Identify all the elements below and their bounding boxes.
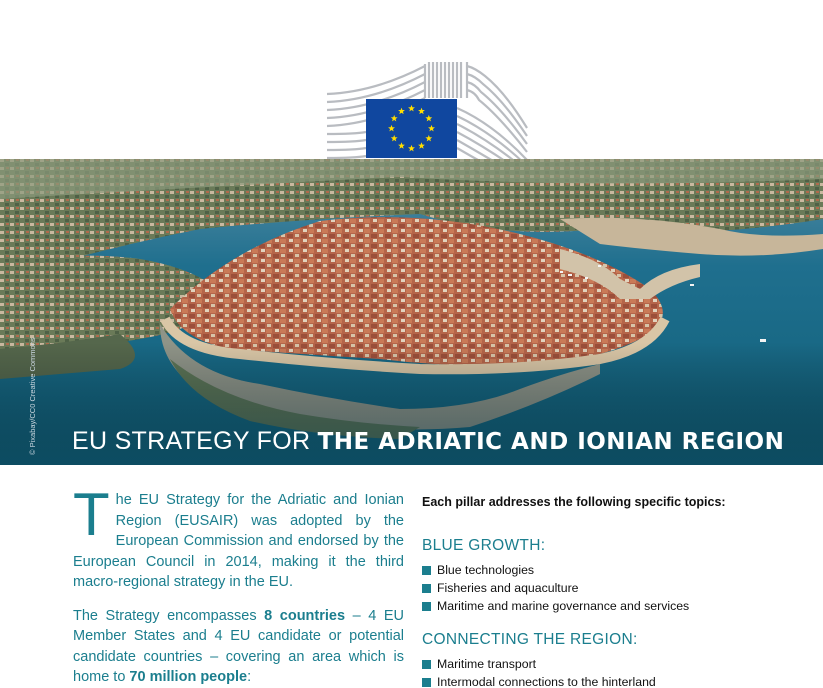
list-item — [422, 655, 802, 673]
p2-text-a: The Strategy encompasses — [73, 607, 265, 624]
list-item — [422, 597, 802, 615]
countries-count: 8 countries — [264, 607, 346, 624]
drop-cap: T — [73, 481, 110, 548]
list-item — [422, 673, 802, 688]
star-icon — [388, 125, 395, 132]
star-icon — [418, 108, 425, 115]
population-count: 70 million people — [129, 669, 248, 685]
topics-column — [422, 490, 802, 688]
star-icon — [408, 145, 415, 152]
topic-list-connecting — [422, 655, 802, 688]
eu-flag — [366, 99, 457, 158]
hero-photo — [0, 159, 823, 465]
eu-stars-icon — [366, 99, 457, 158]
intro-paragraph-1 — [73, 481, 404, 593]
section-title-blue-growth: BLUE GROWTH: — [422, 537, 546, 554]
star-icon — [425, 115, 432, 122]
star-icon — [418, 142, 425, 149]
square-bullet-icon — [422, 584, 431, 593]
section-title-connecting: CONNECTING THE REGION: — [422, 631, 638, 648]
topic-list-blue-growth — [422, 561, 802, 615]
square-bullet-icon — [422, 602, 431, 611]
square-bullet-icon — [422, 678, 431, 687]
star-icon — [425, 135, 432, 142]
star-icon — [398, 142, 405, 149]
list-item-text: Intermodal connections to the hinterland — [437, 675, 656, 688]
star-icon — [428, 125, 435, 132]
square-bullet-icon — [422, 566, 431, 575]
star-icon — [391, 115, 398, 122]
topics-intro: Each pillar addresses the following specific topics: — [422, 495, 726, 509]
list-item-text: Fisheries and aquaculture — [437, 581, 579, 595]
dubrovnik-aerial-photo — [0, 159, 823, 465]
list-item — [422, 561, 802, 579]
page-title — [72, 427, 784, 456]
title-bold: THE ADRIATIC AND IONIAN REGION — [317, 429, 785, 455]
list-item-text: Maritime and marine governance and services — [437, 599, 690, 613]
list-item — [422, 579, 802, 597]
list-item-text: Maritime transport — [437, 657, 537, 671]
star-icon — [391, 135, 398, 142]
star-icon — [398, 108, 405, 115]
intro-paragraph-1-text: he EU Strategy for the Adriatic and Ionian Region (EUSAIR) was adopted by the European Commission and endorsed by the European Council in 2014, making it the third macro-regional strategy in the EU. — [73, 492, 404, 590]
intro-paragraph-2 — [73, 606, 404, 688]
photo-credit: © Pixabay/CC0 Creative Commons — [28, 337, 37, 455]
intro-column — [73, 481, 404, 688]
list-item-text: Blue technologies — [437, 563, 535, 577]
square-bullet-icon — [422, 660, 431, 669]
title-light: EU STRATEGY FOR — [72, 427, 318, 455]
star-icon — [408, 105, 415, 112]
p2-text-e: : — [247, 669, 252, 685]
p2-text-c: – 4 EU Member States and 4 EU candidate or potential candidate countries – covering an area which is home to — [73, 607, 404, 685]
